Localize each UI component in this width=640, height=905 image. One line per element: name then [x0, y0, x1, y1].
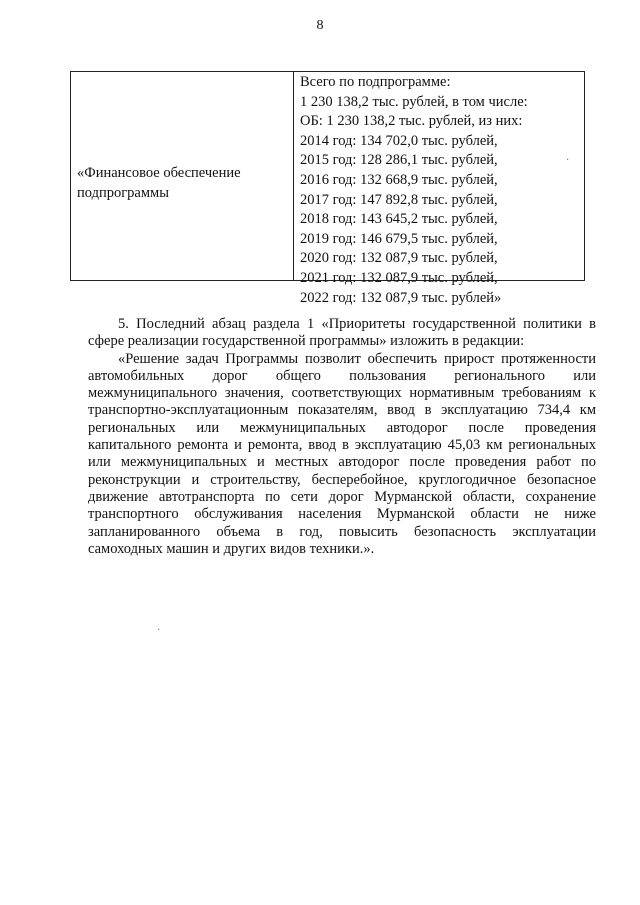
table-value-line: 2016 год: 132 668,9 тыс. рублей, — [300, 171, 498, 188]
scan-speck: · — [157, 625, 161, 636]
table-label-cell — [71, 72, 294, 280]
table-value-line: 2017 год: 147 892,8 тыс. рублей, — [300, 191, 498, 208]
table-value-line: 2020 год: 132 087,9 тыс. рублей, — [300, 250, 498, 267]
table-value-line: 2019 год: 146 679,5 тыс. рублей, — [300, 230, 498, 247]
table-label-line-2: подпрограммы — [77, 185, 169, 201]
table-value-line: 2022 год: 132 087,9 тыс. рублей» — [300, 289, 502, 306]
table-value-line: ОБ: 1 230 138,2 тыс. рублей, из них: — [300, 113, 523, 130]
table-value-line: 2014 год: 134 702,0 тыс. рублей, — [300, 132, 498, 149]
table-value-line: 1 230 138,2 тыс. рублей, в том числе: — [300, 93, 528, 110]
page-number: 8 — [316, 18, 324, 33]
table-values-cell — [294, 72, 584, 306]
table-value-line: 2015 год: 128 286,1 тыс. рублей, — [300, 152, 498, 169]
scan-speck: · — [566, 155, 570, 166]
paragraph-amendment-item: 5. Последний абзац раздела 1 «Приоритеты государственной политики в сфере реализации государственной программы» изложить в редакции: — [88, 316, 596, 350]
financing-table — [70, 71, 585, 306]
table-value-line: Всего по подпрограмме: — [300, 74, 451, 90]
table-label-line-1: «Финансовое обеспечение — [77, 165, 241, 181]
table-value-line: 2021 год: 132 087,9 тыс. рублей, — [300, 269, 498, 286]
paragraph-new-wording: «Решение задач Программы позволит обеспечить прирост протяженности автомобильных дорог общего пользования регионального или межмуниципального значения, соответствующих нормативным требованиям к транспортно-эксплуатационным показателям, ввод в эксплуатацию 734,4 км региональных или межмуниципальных автодорог после проведения капитального ремонта и ремонта, ввод в эксплуатацию 45,03 км региональных или межмуниципальных и местных автодорог после проведения работ по реконструкции и строительству, бесперебойное, круглогодичное безопасное движение автотранспорта по сети дорог Мурманской области, сохранение транспортного обслуживания населения Мурманской области не ниже запланированного объема в год, повысить безопасность эксплуатации самоходных машин и других видов техники.». — [88, 350, 596, 557]
body-text — [88, 316, 596, 558]
table-value-line: 2018 год: 143 645,2 тыс. рублей, — [300, 211, 498, 228]
